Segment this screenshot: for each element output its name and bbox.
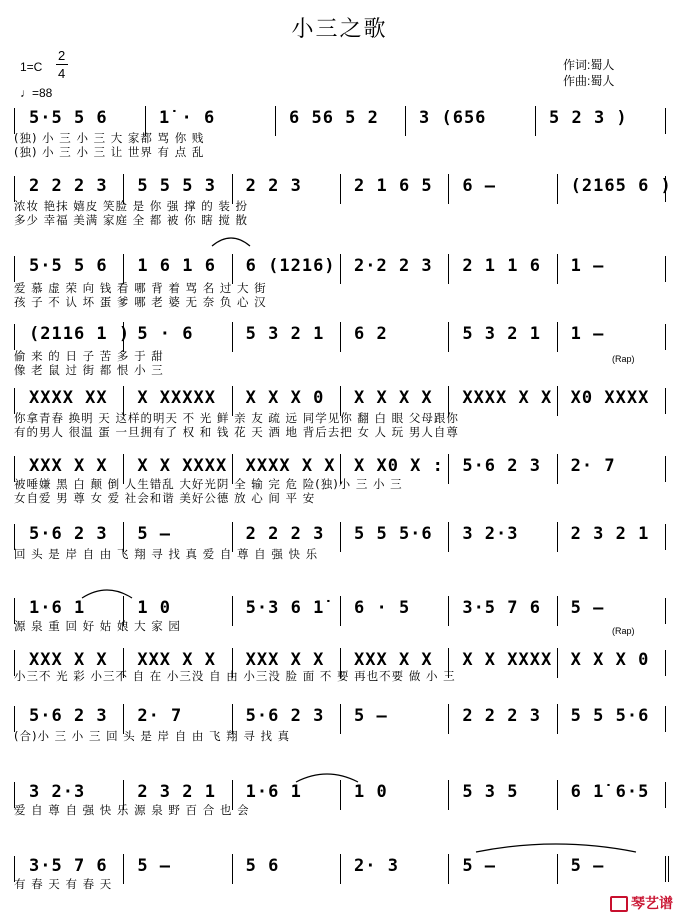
lyric-line: (合)小 三 小 三 回 头 是 岸 自 由 飞 翔 寻 找 真: [14, 729, 291, 743]
measure-notes: 1̇ · 6: [159, 108, 216, 128]
measure-notes: 1 0: [354, 782, 388, 802]
slur-path: [476, 844, 636, 852]
measure-notes: 3 2·3: [29, 782, 86, 802]
measure-notes: 6 2: [354, 324, 388, 344]
measure-notes: 5 3 2 1: [245, 324, 325, 344]
measure-notes: 5 —: [137, 524, 172, 544]
measure-notes: 3·5 7 6: [462, 598, 541, 618]
rap-marker: (Rap): [612, 354, 635, 364]
measure-notes: 5 3 2 1: [462, 324, 541, 344]
measure-notes: 5·6 2 3: [29, 524, 108, 544]
measure-notes: 1 6 1 6: [137, 256, 216, 276]
measure-notes: 2· 7: [137, 706, 183, 726]
measure-notes: XXX X X: [354, 650, 433, 670]
lyric-line: 多少 幸福 美满 家庭 全 都 被 你 瞎 搅 散: [14, 213, 249, 227]
song-title: 小三之歌: [291, 16, 388, 41]
measure-notes: 5 —: [137, 856, 172, 876]
measure-notes: 2 2 2 3: [29, 176, 108, 196]
staff-system: [14, 324, 666, 350]
measure-notes: 2 1 1 6: [462, 256, 541, 276]
measure-notes: 1 —: [570, 256, 605, 276]
measure-notes: XXX X X: [29, 650, 108, 670]
lyric-line: 小三不 光 彩 小三不 自 在 小三没 自 由 小三没 脸 面 不 要 再也不要 做 小 三: [14, 669, 456, 683]
lyric-line: 像 老 鼠 过 街 都 恨 小 三: [14, 363, 164, 377]
measure-notes: 5 5 5·6: [570, 706, 650, 726]
measure-notes: 3·5 7 6: [29, 856, 108, 876]
measure-notes: (2116 1 ): [29, 324, 131, 344]
measure-notes: 6 · 5: [354, 598, 411, 618]
staff-system: [14, 256, 666, 282]
measure-notes: 6 1̇ 6·5: [570, 782, 650, 802]
measure-notes: 2· 3: [354, 856, 399, 876]
measure-notes: 1·6 1: [245, 782, 302, 802]
lyric-line: (独) 小 三 小 三 大 家都 骂 你 贱: [14, 131, 205, 145]
rap-marker: (Rap): [612, 626, 635, 636]
slur-arc: [476, 840, 636, 854]
measure-notes: 5 —: [462, 856, 497, 876]
slur-path: [212, 238, 250, 246]
measure-notes: 5·5 5 6: [29, 256, 108, 276]
measure-notes: 2·2 2 3: [354, 256, 433, 276]
lyric-line: 你拿青春 换明 天 这样的明天 不 光 鲜 亲 友 疏 远 同学见你 翻 白 眼 父母跟你: [14, 411, 459, 425]
measure-notes: 2· 7: [570, 456, 616, 476]
lyric-line: 爱 自 尊 自 强 快 乐 源 泉 野 百 合 也 会: [14, 803, 250, 817]
measure-notes: 1·6 1: [29, 598, 86, 618]
key-signature: 1=C: [20, 60, 43, 74]
measure-notes: XXXX X X: [462, 388, 553, 408]
time-signature-numerator: 2: [58, 48, 66, 63]
measure-notes: 6 56 5 2: [289, 108, 379, 128]
composer-credit: 作曲:蜀人: [563, 74, 615, 88]
measure-notes: 1 0: [137, 598, 172, 618]
measure-notes: X X XXXX: [137, 456, 228, 476]
logo-text: 琴艺谱: [631, 895, 673, 911]
lyric-line: 回 头 是 岸 自 由 飞 翔 寻 找 真 爱 自 尊 自 强 快 乐: [14, 547, 319, 561]
measure-notes: XXX X X: [29, 456, 108, 476]
measure-notes: XXXX X X: [245, 456, 336, 476]
measure-notes: 2 3 2 1: [570, 524, 650, 544]
lyric-line: 孩 子 不 认 坏 蛋 爹 哪 老 婆 无 奈 负 心 汉: [14, 295, 267, 309]
lyric-line: 浓妆 艳抹 嬉皮 笑脸 是 你 强 撑 的 装 扮: [14, 199, 249, 213]
site-logo: [610, 893, 673, 913]
measure-notes: X X XXXX: [462, 650, 553, 670]
measure-notes: X X0 X :: [354, 456, 444, 476]
measure-notes: X X X X: [354, 388, 433, 408]
measure-notes: 2 3 2 1: [137, 782, 216, 802]
measure-notes: 2 2 2 3: [462, 706, 541, 726]
lyric-line: (独) 小 三 小 三 让 世界 有 点 乱: [14, 145, 205, 159]
measure-notes: 6 (1216): [245, 256, 336, 276]
logo-icon: [610, 896, 628, 912]
measure-notes: 3 (656: [419, 108, 487, 128]
measure-notes: 5 —: [570, 856, 605, 876]
measure-notes: XXXX XX: [29, 388, 108, 408]
measure-notes: XXX X X: [245, 650, 325, 670]
measure-notes: 5 3 5: [462, 782, 519, 802]
measure-notes: 2 2 3: [245, 176, 302, 196]
slur-arc: [212, 234, 250, 248]
measure-notes: X0 XXXX: [570, 388, 650, 408]
measure-notes: 5·6 2 3: [245, 706, 325, 726]
measure-notes: 5 —: [354, 706, 388, 726]
measure-notes: 5·6 2 3: [29, 706, 108, 726]
measure-notes: 5 5 5·6: [354, 524, 433, 544]
lyric-line: 被唾嫌 黑 白 颠 倒 人生错乱 大好光阴 全 输 完 危 险(独)小 三 小 三: [14, 477, 403, 491]
measure-notes: XXX X X: [137, 650, 216, 670]
measure-notes: 5 2 3 ): [549, 108, 628, 128]
measure-notes: 5·6 2 3: [462, 456, 541, 476]
measure-notes: 5 6: [245, 856, 280, 876]
measure-notes: X X X 0: [570, 650, 650, 670]
measure-notes: 2 1 6 5: [354, 176, 433, 196]
slur-path: [296, 774, 358, 782]
slur-path: [82, 590, 132, 598]
measure-notes: 5·5 5 6: [29, 108, 108, 128]
measure-notes: X X X 0: [245, 388, 325, 408]
tempo-marking: ♩=88: [20, 86, 53, 100]
measure-notes: (2165 6 ): [570, 176, 672, 196]
measure-notes: 5 5 5 3: [137, 176, 216, 196]
measure-notes: X XXXXX: [137, 388, 216, 408]
measure-notes: 5 —: [570, 598, 605, 618]
lyric-line: 有 春 天 有 春 天: [14, 877, 113, 891]
lyric-line: 有的男人 很温 蛋 一旦拥有了 权 和 钱 花 天 酒 地 背后去把 女 人 玩 男人自尊: [14, 425, 459, 439]
time-signature-denominator: 4: [58, 66, 66, 81]
lyric-line: 女自爱 男 尊 女 爱 社会和谐 美好公德 放 心 间 平 安: [14, 491, 316, 505]
measure-notes: 2 2 2 3: [245, 524, 325, 544]
measure-notes: 1 —: [570, 324, 605, 344]
measure-notes: 6 —: [462, 176, 497, 196]
lyric-line: 源 泉 重 回 好 姑 娘 大 家 园: [14, 619, 181, 633]
lyric-line: 爱 慕 虚 荣 向 钱 看 哪 背 着 骂 名 过 大 街: [14, 281, 267, 295]
lyric-line: 偷 来 的 日 子 苦 多 于 甜: [14, 349, 164, 363]
time-signature-divider: [56, 64, 68, 65]
measure-notes: 5 · 6: [137, 324, 194, 344]
measure-notes: 3 2·3: [462, 524, 519, 544]
slur-arc: [82, 586, 132, 600]
lyricist-credit: 作词:蜀人: [563, 58, 615, 72]
slur-arc: [296, 770, 358, 784]
measure-notes: 5·3 6 1̇: [245, 598, 325, 618]
